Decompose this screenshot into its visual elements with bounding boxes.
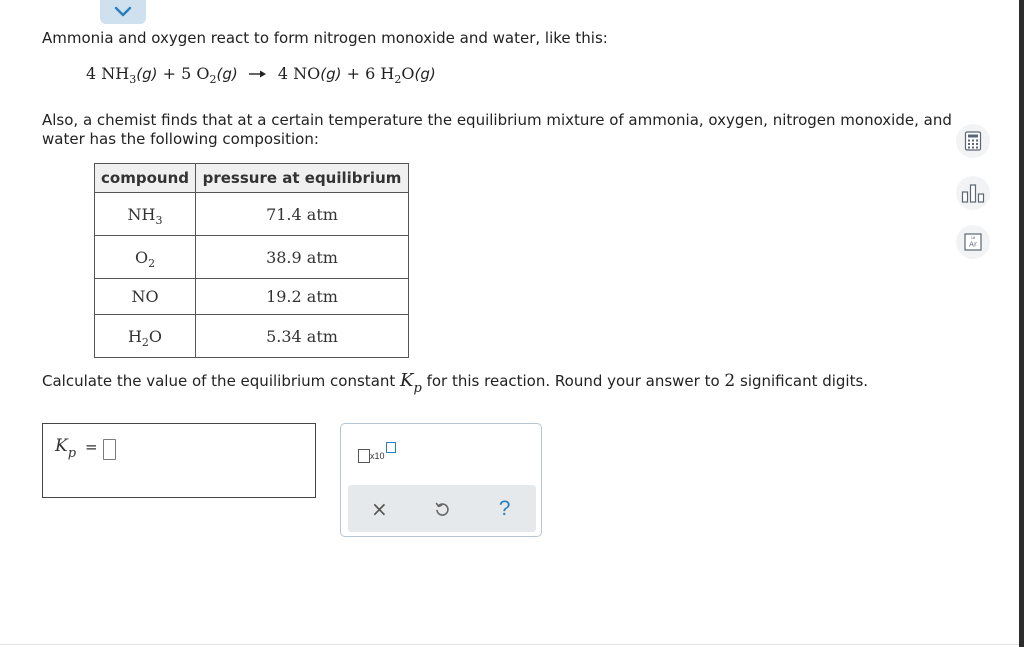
calculator-icon <box>964 131 982 151</box>
header-pressure: pressure at equilibrium <box>196 164 409 193</box>
x10-label: x10 <box>370 451 385 461</box>
pressure-cell: 38.9 atm <box>196 236 409 279</box>
compound-cell: $H_2O$ <box>95 315 196 358</box>
question-text: Calculate the value of the equilibrium constant $K_p$ for this reaction. Round your answer to 2 significant digits. <box>42 370 869 396</box>
compound-cell: $NH_3$ <box>95 193 196 236</box>
svg-text:18: 18 <box>970 236 976 241</box>
pressure-cell: 5.34 atm <box>196 315 409 358</box>
mantissa-box-icon <box>358 449 370 463</box>
reaction-arrow-icon <box>249 64 267 83</box>
chart-icon <box>961 183 985 203</box>
pressure-cell: 71.4 atm <box>196 193 409 236</box>
plus-sign: + <box>346 64 361 83</box>
periodic-table-icon <box>964 233 982 251</box>
data-chart-button[interactable] <box>956 176 990 210</box>
clear-button[interactable] <box>361 491 397 527</box>
svg-text:Ar: Ar <box>969 240 977 249</box>
close-icon: × <box>370 496 388 521</box>
table-row <box>95 279 409 315</box>
chevron-down-icon <box>114 6 132 18</box>
sig-digits: 2 <box>724 371 736 391</box>
kp-symbol: $K_p$ <box>400 370 422 396</box>
plus-sign: + <box>162 64 176 83</box>
answer-input[interactable] <box>103 439 116 460</box>
product-nitrogen-monoxide: 4 NO(g) <box>277 64 342 83</box>
pressure-cell: 19.2 atm <box>196 279 409 315</box>
reactant-ammonia: 4 $NH_3(g)$ <box>86 64 158 86</box>
table-row <box>95 193 409 236</box>
math-tools-panel <box>340 423 542 537</box>
question-mark-icon: ? <box>498 496 511 520</box>
table-row <box>95 236 409 279</box>
undo-icon <box>434 501 450 517</box>
compound-cell: $O_2$ <box>95 236 196 279</box>
reactant-oxygen: 5 $O_2(g)$ <box>181 64 238 86</box>
scientific-notation-button[interactable] <box>358 442 398 466</box>
divider <box>0 644 1024 645</box>
equilibrium-table <box>94 163 409 358</box>
chemical-equation <box>86 64 436 86</box>
undo-button[interactable] <box>424 491 460 527</box>
calculator-button[interactable] <box>956 124 990 158</box>
intro-text: Ammonia and oxygen react to form nitrogen monoxide and water, like this: <box>42 29 608 47</box>
answer-box <box>42 423 316 498</box>
window-edge <box>1019 0 1024 647</box>
table-row <box>95 315 409 358</box>
header-compound: compound <box>95 164 196 193</box>
exponent-box-icon <box>386 442 396 453</box>
answer-toolbar <box>348 485 536 532</box>
collapse-tab[interactable] <box>100 0 146 24</box>
product-water: 6 $H_2O(g)$ <box>365 64 436 86</box>
composition-text: Also, a chemist finds that at a certain temperature the equilibrium mixture of ammonia, oxygen, nitrogen monoxide, and water has the following composition: <box>42 111 952 148</box>
equals-sign: = <box>85 438 98 456</box>
answer-kp-label: $K_p$ <box>55 436 77 461</box>
help-button[interactable] <box>487 491 523 527</box>
periodic-table-button[interactable] <box>956 225 990 259</box>
compound-cell: NO <box>95 279 196 315</box>
